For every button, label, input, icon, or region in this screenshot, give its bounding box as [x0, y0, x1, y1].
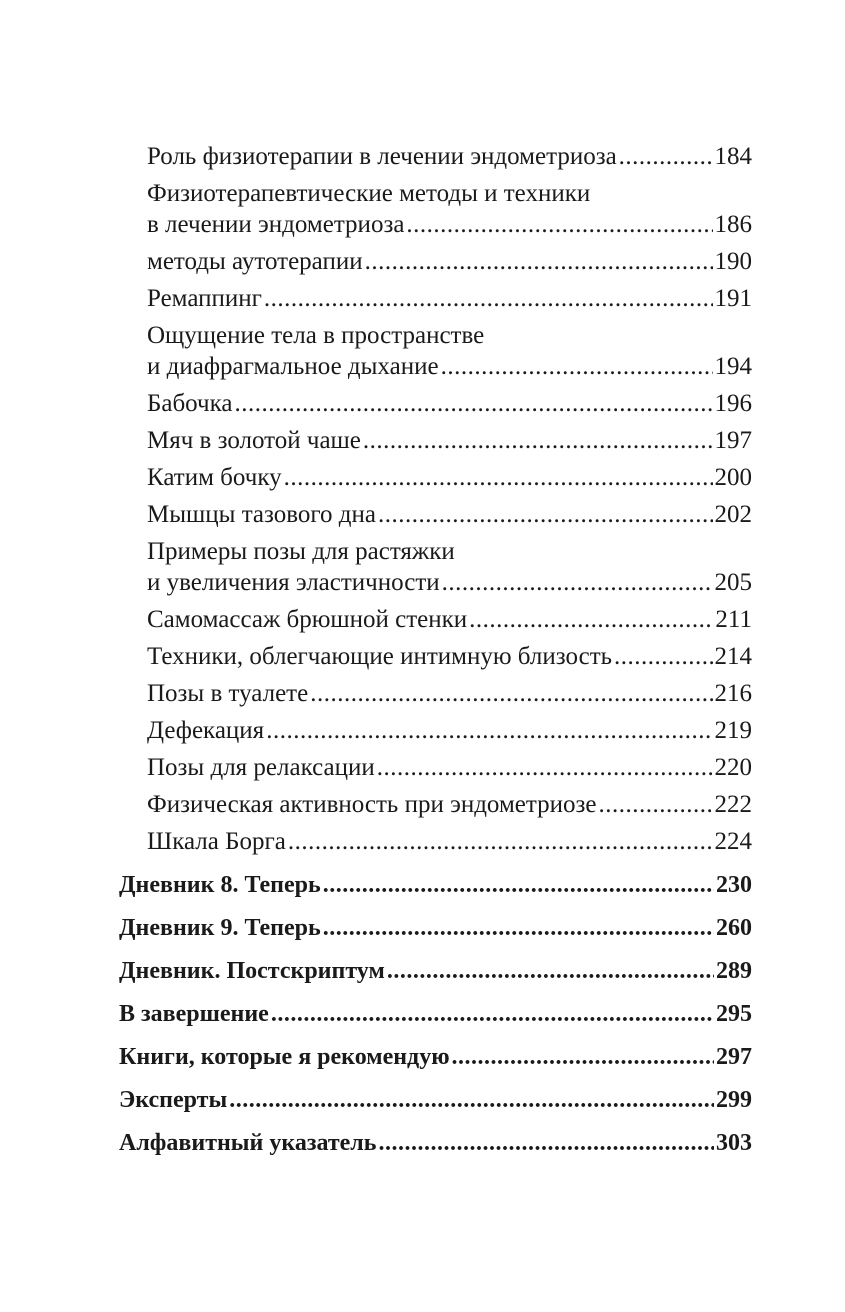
toc-page-number: 219 — [714, 717, 752, 744]
toc-entry-line — [147, 788, 752, 822]
toc-entry-title: Дневник 9. Теперь — [119, 915, 321, 941]
toc-entry-line — [147, 535, 752, 569]
dot-leader — [619, 140, 713, 174]
toc-entry-line — [119, 868, 752, 902]
toc-page-number: 230 — [716, 872, 752, 898]
toc-entry-line — [147, 140, 752, 174]
toc-page-number: 194 — [714, 353, 752, 380]
toc-entry-title: Мяч в золотой чаше — [147, 427, 361, 454]
dot-leader — [377, 751, 713, 785]
toc-page-number: 186 — [714, 211, 752, 238]
dot-leader — [452, 1040, 714, 1074]
toc-entry-title: Эксперты — [119, 1087, 228, 1113]
toc-entry-title: Шкала Борга — [147, 828, 286, 855]
toc-page-number: 200 — [714, 464, 752, 491]
toc-entry-title: Ремаппинг — [147, 285, 262, 312]
dot-leader — [284, 461, 713, 495]
dot-leader — [323, 868, 714, 902]
toc-entry-title: Катим бочку — [147, 464, 282, 491]
dot-leader — [310, 677, 712, 711]
toc-entry-line — [147, 714, 752, 748]
dot-leader — [266, 714, 712, 748]
toc-page-number: 224 — [714, 828, 752, 855]
toc-entry-title: Физиотерапевтические методы и техники — [147, 180, 591, 207]
toc-entry-line — [119, 997, 752, 1031]
toc-page-number: 196 — [714, 390, 752, 417]
dot-leader — [323, 911, 714, 945]
toc-entry-title: и диафрагмальное дыхание — [147, 353, 439, 380]
toc-entry-line — [147, 640, 752, 674]
dot-leader — [271, 997, 714, 1031]
dot-leader — [442, 566, 713, 600]
toc-entry-line — [147, 825, 752, 859]
toc-entry-title: Дневник. Постскриптум — [119, 958, 385, 984]
toc-page-number: 184 — [714, 143, 752, 170]
toc-entry-line — [147, 319, 752, 353]
toc-entry-line — [147, 350, 752, 384]
toc-entry-line — [147, 677, 752, 711]
dot-leader — [441, 350, 713, 384]
dot-leader — [469, 603, 713, 637]
toc-entry-title: Бабочка — [147, 390, 233, 417]
toc-entry-line — [119, 1040, 752, 1074]
toc-entry-line — [147, 566, 752, 600]
toc-page-number: 191 — [714, 285, 752, 312]
toc-entry-title: Ощущение тела в пространстве — [147, 322, 485, 349]
dot-leader — [378, 498, 713, 532]
toc-entry-title: В завершение — [119, 1001, 269, 1027]
toc-entry-line — [147, 282, 752, 316]
toc-entry-line — [147, 461, 752, 495]
toc-entry-title: Алфавитный указатель — [119, 1130, 377, 1156]
toc-page-number: 299 — [716, 1087, 752, 1113]
dot-leader — [406, 208, 712, 242]
dot-leader — [378, 1126, 714, 1160]
toc-page-number: 205 — [714, 569, 752, 596]
toc-page-number: 202 — [714, 501, 752, 528]
toc-entry-line — [119, 954, 752, 988]
dot-leader — [288, 825, 713, 859]
toc-entry-line — [147, 208, 752, 242]
toc-page-number: 260 — [716, 915, 752, 941]
toc-entry-title: Позы для релаксации — [147, 754, 375, 781]
toc-entry-title: Дневник 8. Теперь — [119, 872, 321, 898]
toc-entry-line — [147, 177, 752, 211]
toc-page-number: 220 — [714, 754, 752, 781]
toc-entry-title: Примеры позы для растяжки — [147, 538, 455, 565]
toc-page-number: 303 — [716, 1130, 752, 1156]
toc-page-number: 289 — [716, 958, 752, 984]
toc-page-number: 197 — [714, 427, 752, 454]
toc-entry-title: в лечении эндометриоза — [147, 211, 405, 238]
toc-entry-line — [147, 245, 752, 279]
toc-entry-title: Роль физиотерапии в лечении эндометриоза — [147, 143, 617, 170]
toc-entry-line — [147, 751, 752, 785]
dot-leader — [234, 387, 712, 421]
toc-entry-line — [147, 498, 752, 532]
toc-entry-title: Книги, которые я рекомендую — [119, 1044, 450, 1070]
toc-entry-title: методы аутотерапии — [147, 248, 363, 275]
toc-entry-title: Самомассаж брюшной стенки — [147, 606, 468, 633]
dot-leader — [229, 1083, 714, 1117]
toc-entry-line — [119, 911, 752, 945]
toc-page-number: 297 — [716, 1044, 752, 1070]
toc-page-number: 222 — [714, 791, 752, 818]
dot-leader — [365, 245, 713, 279]
toc-entry-title: Позы в туалете — [147, 680, 309, 707]
dot-leader — [387, 954, 714, 988]
toc-entry-title: Физическая активность при эндометриозе — [147, 791, 597, 818]
toc-page-number: 214 — [714, 643, 752, 670]
toc-entry-title: Техники, облегчающие интимную близость — [147, 643, 613, 670]
toc-page-number: 211 — [715, 606, 752, 633]
toc-entry-line — [119, 1083, 752, 1117]
toc-entry-title: Мышцы тазового дна — [147, 501, 376, 528]
toc-entry-title: и увеличения эластичности — [147, 569, 440, 596]
toc-entry-line — [147, 603, 752, 637]
dot-leader — [614, 640, 712, 674]
dot-leader — [264, 282, 713, 316]
toc-entry-line — [147, 387, 752, 421]
dot-leader — [363, 424, 713, 458]
dot-leader — [598, 788, 712, 822]
toc-page-number: 295 — [716, 1001, 752, 1027]
toc-entry-line — [147, 424, 752, 458]
toc-entry-line — [119, 1126, 752, 1160]
toc-page-number: 190 — [714, 248, 752, 275]
toc-page-number: 216 — [714, 680, 752, 707]
toc-entry-title: Дефекация — [147, 717, 265, 744]
